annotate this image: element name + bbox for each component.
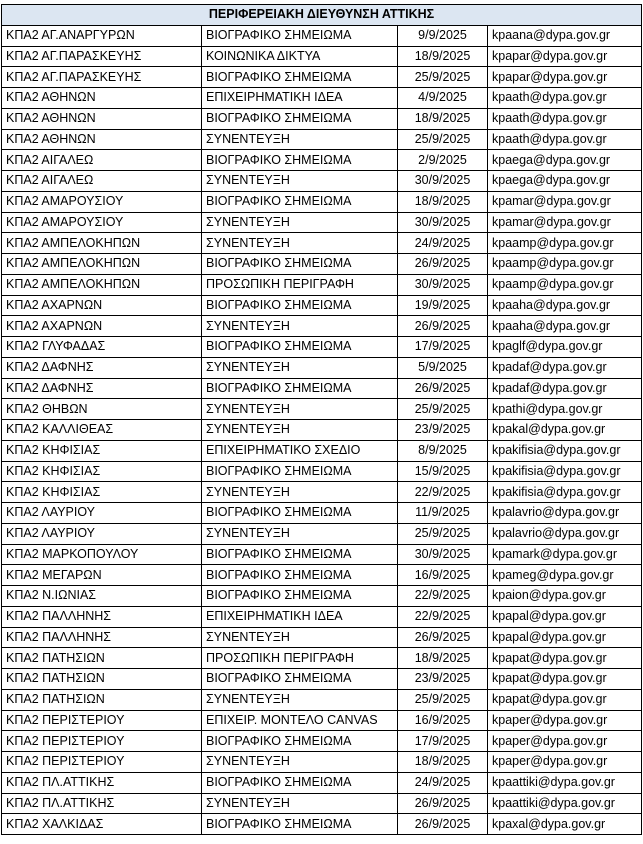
topic-cell: ΕΠΙΧΕΙΡΗΜΑΤΙΚΗ ΙΔΕΑ (202, 606, 398, 627)
table-row (2, 586, 642, 607)
date-cell: 18/9/2025 (398, 46, 488, 67)
date-cell: 17/9/2025 (398, 337, 488, 358)
date-cell: 18/9/2025 (398, 108, 488, 129)
date-cell: 30/9/2025 (398, 212, 488, 233)
schedule-table (1, 4, 642, 835)
topic-cell: ΒΙΟΓΡΑΦΙΚΟ ΣΗΜΕΙΩΜΑ (202, 814, 398, 835)
office-cell: ΚΠΑ2 ΚΗΦΙΣΙΑΣ (2, 461, 202, 482)
date-cell: 26/9/2025 (398, 814, 488, 835)
topic-cell: ΣΥΝΕΝΤΕΥΞΗ (202, 171, 398, 192)
date-cell: 26/9/2025 (398, 254, 488, 275)
office-cell: ΚΠΑ2 ΑΙΓΑΛΕΩ (2, 171, 202, 192)
email-cell: kpaath@dypa.gov.gr (488, 88, 642, 109)
email-cell: kpapat@dypa.gov.gr (488, 689, 642, 710)
table-row (2, 88, 642, 109)
office-cell: ΚΠΑ2 ΠΑΤΗΣΙΩΝ (2, 669, 202, 690)
office-cell: ΚΠΑ2 ΛΑΥΡΙΟΥ (2, 523, 202, 544)
table-row (2, 295, 642, 316)
topic-cell: ΣΥΝΕΝΤΕΥΞΗ (202, 357, 398, 378)
office-cell: ΚΠΑ2 ΚΑΛΛΙΘΕΑΣ (2, 420, 202, 441)
table-row (2, 793, 642, 814)
table-row (2, 503, 642, 524)
table-row (2, 461, 642, 482)
table-row (2, 814, 642, 835)
topic-cell: ΒΙΟΓΡΑΦΙΚΟ ΣΗΜΕΙΩΜΑ (202, 669, 398, 690)
email-cell: kpaaha@dypa.gov.gr (488, 295, 642, 316)
email-cell: kpakifisia@dypa.gov.gr (488, 482, 642, 503)
table-row (2, 378, 642, 399)
email-cell: kpapat@dypa.gov.gr (488, 648, 642, 669)
table-row (2, 316, 642, 337)
date-cell: 17/9/2025 (398, 731, 488, 752)
table-row (2, 689, 642, 710)
email-cell: kpapar@dypa.gov.gr (488, 67, 642, 88)
topic-cell: ΒΙΟΓΡΑΦΙΚΟ ΣΗΜΕΙΩΜΑ (202, 254, 398, 275)
date-cell: 25/9/2025 (398, 129, 488, 150)
email-cell: kpapal@dypa.gov.gr (488, 627, 642, 648)
table-row (2, 254, 642, 275)
email-cell: kpaper@dypa.gov.gr (488, 752, 642, 773)
table-row (2, 482, 642, 503)
date-cell: 9/9/2025 (398, 25, 488, 46)
date-cell: 25/9/2025 (398, 689, 488, 710)
topic-cell: ΚΟΙΝΩΝΙΚΑ ΔΙΚΤΥΑ (202, 46, 398, 67)
date-cell: 15/9/2025 (398, 461, 488, 482)
email-cell: kpaper@dypa.gov.gr (488, 731, 642, 752)
date-cell: 11/9/2025 (398, 503, 488, 524)
table-row (2, 357, 642, 378)
email-cell: kpaamp@dypa.gov.gr (488, 274, 642, 295)
office-cell: ΚΠΑ2 ΔΑΦΝΗΣ (2, 378, 202, 399)
office-cell: ΚΠΑ2 ΠΕΡΙΣΤΕΡΙΟΥ (2, 752, 202, 773)
table-row (2, 710, 642, 731)
table-row (2, 67, 642, 88)
email-cell: kpaion@dypa.gov.gr (488, 586, 642, 607)
topic-cell: ΣΥΝΕΝΤΕΥΞΗ (202, 627, 398, 648)
date-cell: 4/9/2025 (398, 88, 488, 109)
title-row (2, 5, 642, 26)
table-title: ΠΕΡΙΦΕΡΕΙΑΚΗ ΔΙΕΥΘΥΝΣΗ ΑΤΤΙΚΗΣ (2, 5, 642, 26)
date-cell: 25/9/2025 (398, 399, 488, 420)
topic-cell: ΒΙΟΓΡΑΦΙΚΟ ΣΗΜΕΙΩΜΑ (202, 503, 398, 524)
table-row (2, 523, 642, 544)
topic-cell: ΒΙΟΓΡΑΦΙΚΟ ΣΗΜΕΙΩΜΑ (202, 337, 398, 358)
topic-cell: ΣΥΝΕΝΤΕΥΞΗ (202, 752, 398, 773)
email-cell: kpaamp@dypa.gov.gr (488, 254, 642, 275)
topic-cell: ΒΙΟΓΡΑΦΙΚΟ ΣΗΜΕΙΩΜΑ (202, 586, 398, 607)
table-row (2, 25, 642, 46)
topic-cell: ΒΙΟΓΡΑΦΙΚΟ ΣΗΜΕΙΩΜΑ (202, 731, 398, 752)
date-cell: 25/9/2025 (398, 67, 488, 88)
office-cell: ΚΠΑ2 ΑΜΠΕΛΟΚΗΠΩΝ (2, 274, 202, 295)
office-cell: ΚΠΑ2 ΜΕΓΑΡΩΝ (2, 565, 202, 586)
topic-cell: ΣΥΝΕΝΤΕΥΞΗ (202, 316, 398, 337)
topic-cell: ΕΠΙΧΕΙΡΗΜΑΤΙΚΗ ΙΔΕΑ (202, 88, 398, 109)
date-cell: 25/9/2025 (398, 523, 488, 544)
topic-cell: ΣΥΝΕΝΤΕΥΞΗ (202, 420, 398, 441)
office-cell: ΚΠΑ2 ΔΑΦΝΗΣ (2, 357, 202, 378)
office-cell: ΚΠΑ2 ΠΑΤΗΣΙΩΝ (2, 689, 202, 710)
date-cell: 16/9/2025 (398, 565, 488, 586)
email-cell: kpakifisia@dypa.gov.gr (488, 440, 642, 461)
topic-cell: ΒΙΟΓΡΑΦΙΚΟ ΣΗΜΕΙΩΜΑ (202, 191, 398, 212)
date-cell: 5/9/2025 (398, 357, 488, 378)
office-cell: ΚΠΑ2 ΠΛ.ΑΤΤΙΚΗΣ (2, 772, 202, 793)
date-cell: 23/9/2025 (398, 669, 488, 690)
office-cell: ΚΠΑ2 ΠΕΡΙΣΤΕΡΙΟΥ (2, 731, 202, 752)
table-body (2, 25, 642, 834)
office-cell: ΚΠΑ2 ΑΜΠΕΛΟΚΗΠΩΝ (2, 254, 202, 275)
email-cell: kpakifisia@dypa.gov.gr (488, 461, 642, 482)
office-cell: ΚΠΑ2 ΑΓ.ΠΑΡΑΣΚΕΥΗΣ (2, 67, 202, 88)
table-row (2, 212, 642, 233)
topic-cell: ΒΙΟΓΡΑΦΙΚΟ ΣΗΜΕΙΩΜΑ (202, 772, 398, 793)
date-cell: 30/9/2025 (398, 544, 488, 565)
office-cell: ΚΠΑ2 ΑΙΓΑΛΕΩ (2, 150, 202, 171)
office-cell: ΚΠΑ2 ΑΜΑΡΟΥΣΙΟΥ (2, 191, 202, 212)
email-cell: kpakal@dypa.gov.gr (488, 420, 642, 441)
email-cell: kpaath@dypa.gov.gr (488, 129, 642, 150)
office-cell: ΚΠΑ2 ΑΧΑΡΝΩΝ (2, 295, 202, 316)
date-cell: 26/9/2025 (398, 793, 488, 814)
date-cell: 22/9/2025 (398, 606, 488, 627)
email-cell: kpaattiki@dypa.gov.gr (488, 793, 642, 814)
table-row (2, 191, 642, 212)
topic-cell: ΒΙΟΓΡΑΦΙΚΟ ΣΗΜΕΙΩΜΑ (202, 150, 398, 171)
office-cell: ΚΠΑ2 ΠΕΡΙΣΤΕΡΙΟΥ (2, 710, 202, 731)
topic-cell: ΕΠΙΧΕΙΡ. ΜΟΝΤΕΛΟ CANVAS (202, 710, 398, 731)
topic-cell: ΣΥΝΕΝΤΕΥΞΗ (202, 523, 398, 544)
office-cell: ΚΠΑ2 ΑΜΑΡΟΥΣΙΟΥ (2, 212, 202, 233)
office-cell: ΚΠΑ2 ΠΑΛΛΗΝΗΣ (2, 627, 202, 648)
office-cell: ΚΠΑ2 ΠΑΤΗΣΙΩΝ (2, 648, 202, 669)
topic-cell: ΠΡΟΣΩΠΙΚΗ ΠΕΡΙΓΡΑΦΗ (202, 274, 398, 295)
topic-cell: ΠΡΟΣΩΠΙΚΗ ΠΕΡΙΓΡΑΦΗ (202, 648, 398, 669)
date-cell: 18/9/2025 (398, 191, 488, 212)
office-cell: ΚΠΑ2 ΧΑΛΚΙΔΑΣ (2, 814, 202, 835)
topic-cell: ΒΙΟΓΡΑΦΙΚΟ ΣΗΜΕΙΩΜΑ (202, 295, 398, 316)
table-row (2, 129, 642, 150)
topic-cell: ΣΥΝΕΝΤΕΥΞΗ (202, 233, 398, 254)
date-cell: 16/9/2025 (398, 710, 488, 731)
email-cell: kpapat@dypa.gov.gr (488, 669, 642, 690)
table-row (2, 337, 642, 358)
topic-cell: ΒΙΟΓΡΑΦΙΚΟ ΣΗΜΕΙΩΜΑ (202, 544, 398, 565)
table-row (2, 399, 642, 420)
office-cell: ΚΠΑ2 ΠΑΛΛΗΝΗΣ (2, 606, 202, 627)
topic-cell: ΣΥΝΕΝΤΕΥΞΗ (202, 399, 398, 420)
email-cell: kpamar@dypa.gov.gr (488, 191, 642, 212)
table-row (2, 772, 642, 793)
topic-cell: ΒΙΟΓΡΑΦΙΚΟ ΣΗΜΕΙΩΜΑ (202, 461, 398, 482)
office-cell: ΚΠΑ2 ΑΧΑΡΝΩΝ (2, 316, 202, 337)
date-cell: 18/9/2025 (398, 752, 488, 773)
table-row (2, 731, 642, 752)
topic-cell: ΕΠΙΧΕΙΡΗΜΑΤΙΚΟ ΣΧΕΔΙΟ (202, 440, 398, 461)
office-cell: ΚΠΑ2 ΑΜΠΕΛΟΚΗΠΩΝ (2, 233, 202, 254)
office-cell: ΚΠΑ2 ΓΛΥΦΑΔΑΣ (2, 337, 202, 358)
date-cell: 26/9/2025 (398, 378, 488, 399)
date-cell: 8/9/2025 (398, 440, 488, 461)
topic-cell: ΒΙΟΓΡΑΦΙΚΟ ΣΗΜΕΙΩΜΑ (202, 565, 398, 586)
table-row (2, 171, 642, 192)
topic-cell: ΒΙΟΓΡΑΦΙΚΟ ΣΗΜΕΙΩΜΑ (202, 378, 398, 399)
topic-cell: ΒΙΟΓΡΑΦΙΚΟ ΣΗΜΕΙΩΜΑ (202, 25, 398, 46)
office-cell: ΚΠΑ2 ΑΓ.ΑΝΑΡΓΥΡΩΝ (2, 25, 202, 46)
email-cell: kpaper@dypa.gov.gr (488, 710, 642, 731)
table-row (2, 752, 642, 773)
date-cell: 2/9/2025 (398, 150, 488, 171)
date-cell: 30/9/2025 (398, 171, 488, 192)
email-cell: kpaattiki@dypa.gov.gr (488, 772, 642, 793)
office-cell: ΚΠΑ2 ΛΑΥΡΙΟΥ (2, 503, 202, 524)
date-cell: 26/9/2025 (398, 316, 488, 337)
email-cell: kpalavrio@dypa.gov.gr (488, 523, 642, 544)
email-cell: kpapal@dypa.gov.gr (488, 606, 642, 627)
topic-cell: ΣΥΝΕΝΤΕΥΞΗ (202, 129, 398, 150)
topic-cell: ΣΥΝΕΝΤΕΥΞΗ (202, 482, 398, 503)
email-cell: kpadaf@dypa.gov.gr (488, 357, 642, 378)
date-cell: 23/9/2025 (398, 420, 488, 441)
email-cell: kpaega@dypa.gov.gr (488, 150, 642, 171)
office-cell: ΚΠΑ2 ΚΗΦΙΣΙΑΣ (2, 482, 202, 503)
table-row (2, 544, 642, 565)
email-cell: kpaaha@dypa.gov.gr (488, 316, 642, 337)
table-row (2, 648, 642, 669)
office-cell: ΚΠΑ2 ΑΘΗΝΩΝ (2, 129, 202, 150)
topic-cell: ΣΥΝΕΝΤΕΥΞΗ (202, 689, 398, 710)
date-cell: 26/9/2025 (398, 627, 488, 648)
table-row (2, 420, 642, 441)
topic-cell: ΣΥΝΕΝΤΕΥΞΗ (202, 793, 398, 814)
email-cell: kpaxal@dypa.gov.gr (488, 814, 642, 835)
table-row (2, 669, 642, 690)
office-cell: ΚΠΑ2 ΚΗΦΙΣΙΑΣ (2, 440, 202, 461)
office-cell: ΚΠΑ2 ΑΘΗΝΩΝ (2, 88, 202, 109)
email-cell: kpapar@dypa.gov.gr (488, 46, 642, 67)
email-cell: kpaana@dypa.gov.gr (488, 25, 642, 46)
table-row (2, 108, 642, 129)
date-cell: 24/9/2025 (398, 772, 488, 793)
table-row (2, 440, 642, 461)
office-cell: ΚΠΑ2 ΘΗΒΩΝ (2, 399, 202, 420)
office-cell: ΚΠΑ2 ΑΘΗΝΩΝ (2, 108, 202, 129)
office-cell: ΚΠΑ2 ΜΑΡΚΟΠΟΥΛΟΥ (2, 544, 202, 565)
email-cell: kpaamp@dypa.gov.gr (488, 233, 642, 254)
table-row (2, 627, 642, 648)
email-cell: kpaath@dypa.gov.gr (488, 108, 642, 129)
table-row (2, 565, 642, 586)
table-row (2, 46, 642, 67)
office-cell: ΚΠΑ2 Ν.ΙΩΝΙΑΣ (2, 586, 202, 607)
email-cell: kpathi@dypa.gov.gr (488, 399, 642, 420)
topic-cell: ΣΥΝΕΝΤΕΥΞΗ (202, 212, 398, 233)
date-cell: 24/9/2025 (398, 233, 488, 254)
email-cell: kpameg@dypa.gov.gr (488, 565, 642, 586)
topic-cell: ΒΙΟΓΡΑΦΙΚΟ ΣΗΜΕΙΩΜΑ (202, 108, 398, 129)
date-cell: 19/9/2025 (398, 295, 488, 316)
table-row (2, 233, 642, 254)
email-cell: kpadaf@dypa.gov.gr (488, 378, 642, 399)
office-cell: ΚΠΑ2 ΠΛ.ΑΤΤΙΚΗΣ (2, 793, 202, 814)
email-cell: kpamark@dypa.gov.gr (488, 544, 642, 565)
email-cell: kpalavrio@dypa.gov.gr (488, 503, 642, 524)
email-cell: kpaega@dypa.gov.gr (488, 171, 642, 192)
topic-cell: ΒΙΟΓΡΑΦΙΚΟ ΣΗΜΕΙΩΜΑ (202, 67, 398, 88)
date-cell: 18/9/2025 (398, 648, 488, 669)
table-row (2, 606, 642, 627)
email-cell: kpaglf@dypa.gov.gr (488, 337, 642, 358)
date-cell: 22/9/2025 (398, 482, 488, 503)
table-row (2, 150, 642, 171)
office-cell: ΚΠΑ2 ΑΓ.ΠΑΡΑΣΚΕΥΗΣ (2, 46, 202, 67)
date-cell: 22/9/2025 (398, 586, 488, 607)
email-cell: kpamar@dypa.gov.gr (488, 212, 642, 233)
date-cell: 30/9/2025 (398, 274, 488, 295)
table-row (2, 274, 642, 295)
